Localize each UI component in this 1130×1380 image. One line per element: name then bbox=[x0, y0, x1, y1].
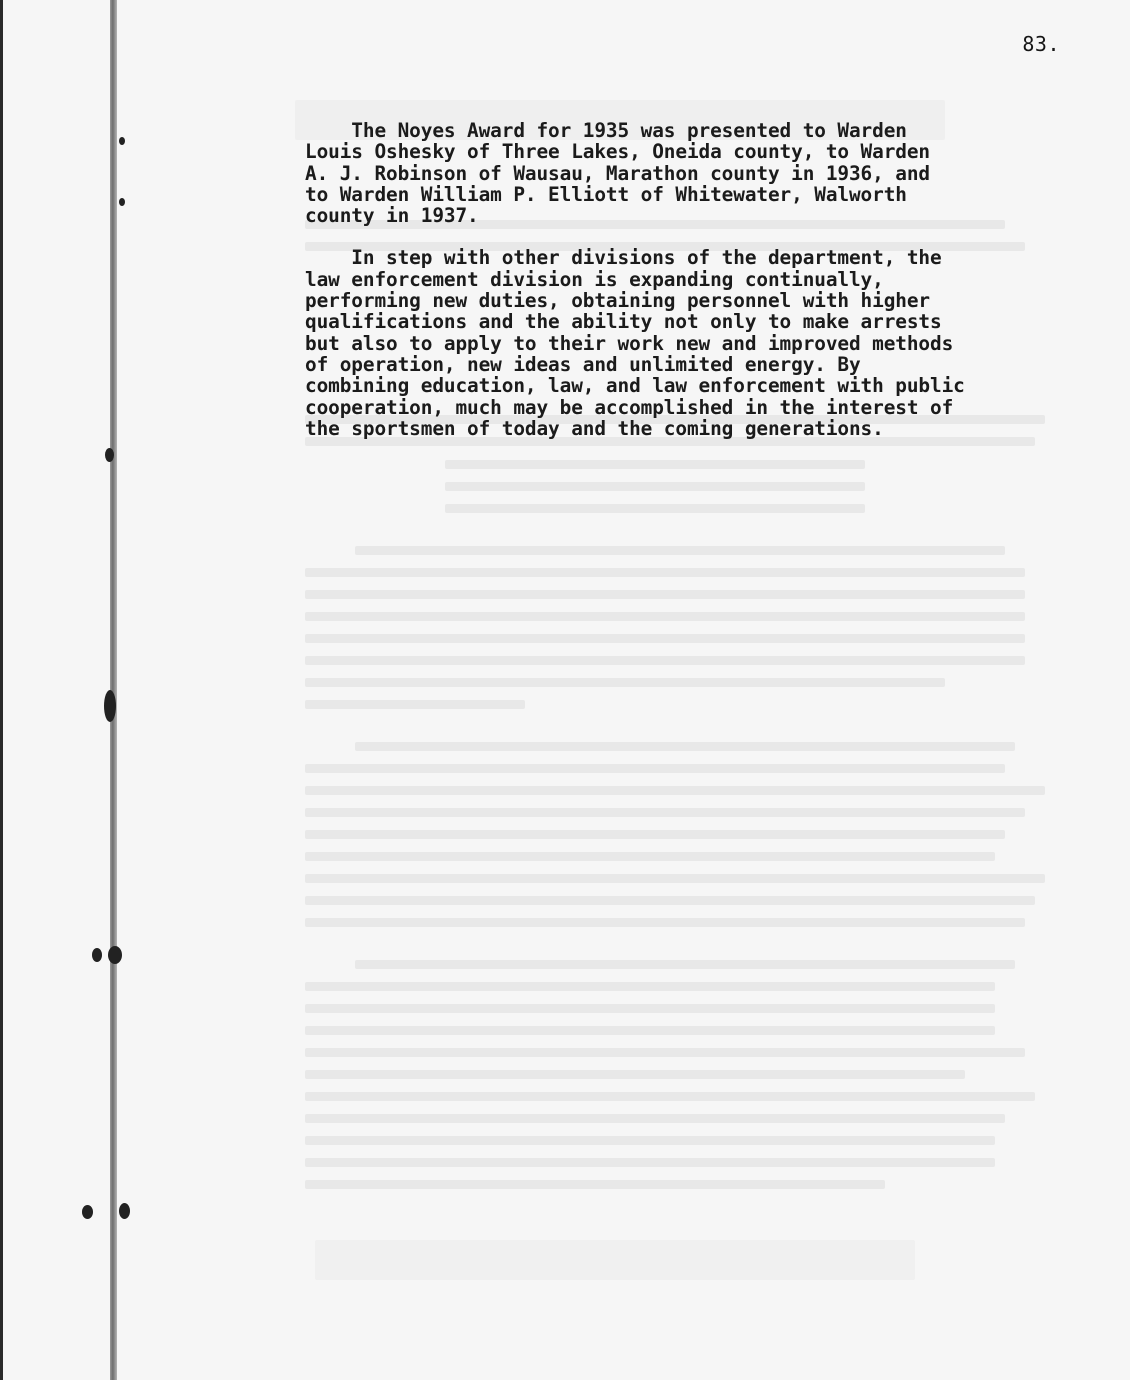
punch-hole bbox=[105, 448, 114, 462]
paragraph-noyes-award: The Noyes Award for 1935 was presented to Warden Louis Oshesky of Three Lakes, Oneida county, to Warden A. J. Robinson of Wausau, Marathon county in 1936, and to Warden William P. Elliott of Whitewater, Walworth county in 1937. bbox=[305, 119, 931, 228]
page-number: 83. bbox=[1022, 32, 1060, 56]
punch-hole bbox=[108, 946, 122, 964]
page-left-edge bbox=[0, 0, 3, 1380]
body-text bbox=[305, 120, 1065, 460]
punch-hole bbox=[119, 1203, 130, 1219]
punch-hole bbox=[119, 198, 125, 206]
punch-hole bbox=[82, 1205, 93, 1219]
punch-hole bbox=[92, 948, 102, 962]
punch-hole bbox=[119, 137, 125, 145]
punch-hole bbox=[104, 690, 116, 722]
paragraph-law-enforcement: In step with other divisions of the department, the law enforcement division is expanding continually, performing new duties, obtaining personnel with higher qualifications and the ability not only to make arrests but also to apply to their work new and improved methods of operation, new ideas and unlimited energy. By combining education, law, and law enforcement with public cooperation, much may be accomplished in the interest of the sportsmen of today and the coming generations. bbox=[305, 246, 965, 440]
